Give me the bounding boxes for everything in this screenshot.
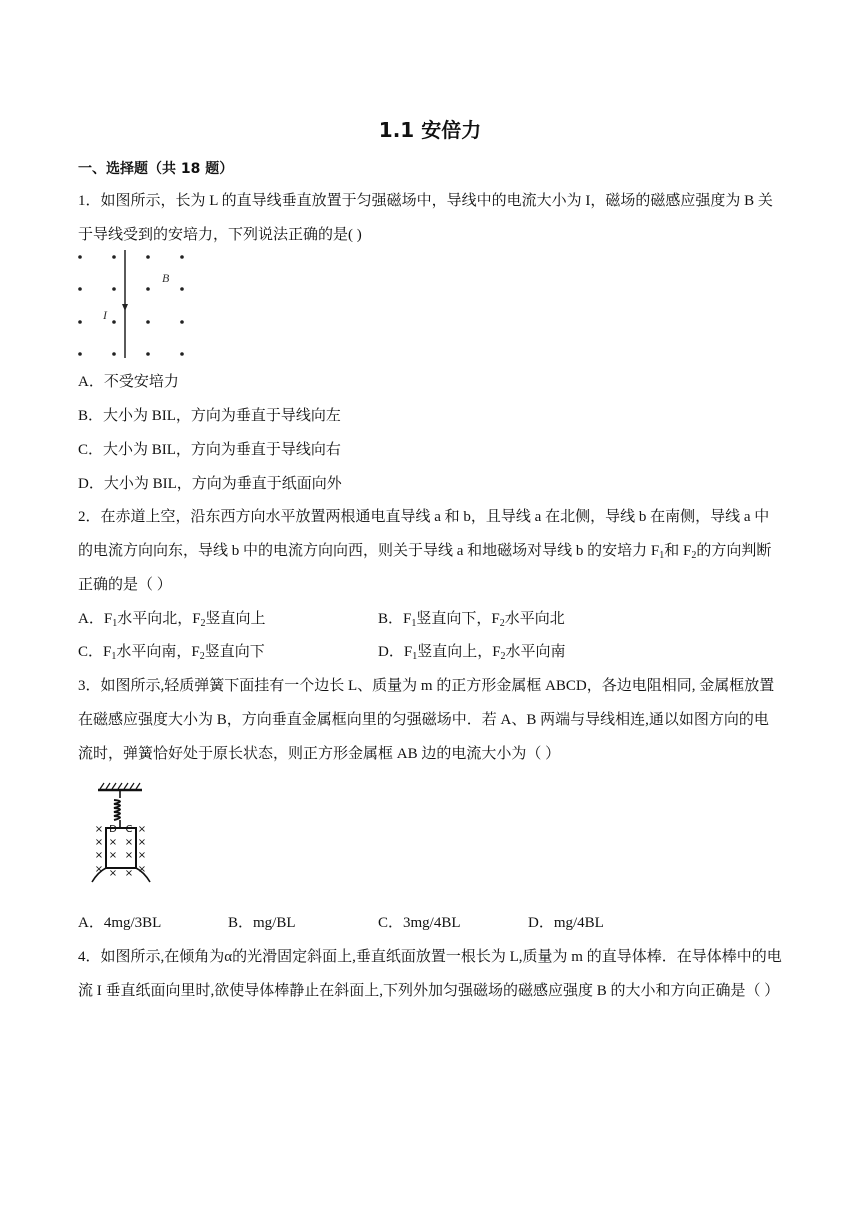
svg-text:×: × xyxy=(137,850,147,861)
svg-text:×: × xyxy=(94,864,104,875)
q1-option-c: C．大小为 BIL，方向为垂直于导线向右 xyxy=(78,442,341,458)
svg-text:×: × xyxy=(137,824,147,835)
q2-option-c: C．$F_1$水平向南，$F_2$竖直向下 xyxy=(78,644,265,662)
q3-option-d: D．mg/4BL xyxy=(528,915,604,931)
svg-text:×: × xyxy=(137,837,147,848)
svg-text:×: × xyxy=(94,837,104,848)
q1-option-b: B．大小为 BIL，方向为垂直于导线向左 xyxy=(78,408,341,424)
svg-text:×: × xyxy=(124,837,134,848)
q3-stem-line1: 3．如图所示,轻质弹簧下面挂有一个边长 L、质量为 m 的正方形金属框 ABCD，各边电阻相同, 金属框放置 xyxy=(78,678,775,694)
svg-text:C: C xyxy=(125,824,133,835)
q1-stem-line2: 于导线受到的安培力，下列说法正确的是( ) xyxy=(78,227,362,243)
q4-stem-line1: 4．如图所示,在倾角为α的光滑固定斜面上,垂直纸面放置一根长为 L,质量为 m 的直导体棒．在导体棒中的电 xyxy=(78,949,782,965)
q3-stem-line2: 在磁感应强度大小为 B，方向垂直金属框向里的匀强磁场中．若 A、B 两端与导线相连,通以如图方向的电 xyxy=(78,712,769,728)
page-title: 1.1 安倍力 xyxy=(378,118,482,142)
q1-field-label: B xyxy=(162,271,170,285)
q1-stem-line1: 1．如图所示，长为 L 的直导线垂直放置于匀强磁场中，导线中的电流大小为 I，磁场的磁感应强度为 B 关 xyxy=(78,193,773,209)
svg-text:×: × xyxy=(124,868,134,879)
q2-stem-line1: 2．在赤道上空，沿东西方向水平放置两根通电直导线 a 和 b，且导线 a 在北侧，导线 b 在南侧，导线 a 中 xyxy=(78,509,770,525)
svg-text:D: D xyxy=(109,824,117,835)
q1-option-a: A．不受安培力 xyxy=(78,374,179,390)
section-heading: 一、选择题（共 18 题） xyxy=(78,161,234,177)
q2-option-a: A．$F_1$水平向北，$F_2$竖直向上 xyxy=(78,611,266,629)
svg-text:×: × xyxy=(108,868,118,879)
svg-text:×: × xyxy=(94,824,104,835)
q3-option-c: C．3mg/4BL xyxy=(378,915,461,931)
q1-current-label: I xyxy=(103,308,107,322)
q1-option-d: D．大小为 BIL，方向为垂直于纸面向外 xyxy=(78,476,342,492)
q2-stem-line3: 正确的是（ ） xyxy=(78,577,172,593)
q1-magnetic-field-figure xyxy=(72,248,192,362)
svg-text:×: × xyxy=(94,850,104,861)
svg-text:×: × xyxy=(108,850,118,861)
q2-stem-line2: 的电流方向向东，导线 b 中的电流方向向西，则关于导线 a 和地磁场对导线 b 的安培力 $F_1$和 $F_2$的方向判断 xyxy=(78,543,772,561)
q2-option-b: B．$F_1$竖直向下，$F_2$水平向北 xyxy=(378,611,565,629)
svg-text:×: × xyxy=(108,837,118,848)
svg-text:×: × xyxy=(124,850,134,861)
q3-stem-line3: 流时，弹簧恰好处于原长状态，则正方形金属框 AB 边的电流大小为（ ） xyxy=(78,746,561,762)
q4-stem-line2: 流 I 垂直纸面向里时,欲使导体棒静止在斜面上,下列外加匀强磁场的磁感应强度 B 的大小和方向正确是（ ） xyxy=(78,983,780,999)
q3-option-a: A．4mg/3BL xyxy=(78,915,162,931)
q3-option-b: B．mg/BL xyxy=(228,915,296,931)
svg-text:×: × xyxy=(137,864,147,875)
q2-option-d: D．$F_1$竖直向上，$F_2$水平向南 xyxy=(378,644,566,662)
q3-spring-frame-figure xyxy=(84,782,156,888)
